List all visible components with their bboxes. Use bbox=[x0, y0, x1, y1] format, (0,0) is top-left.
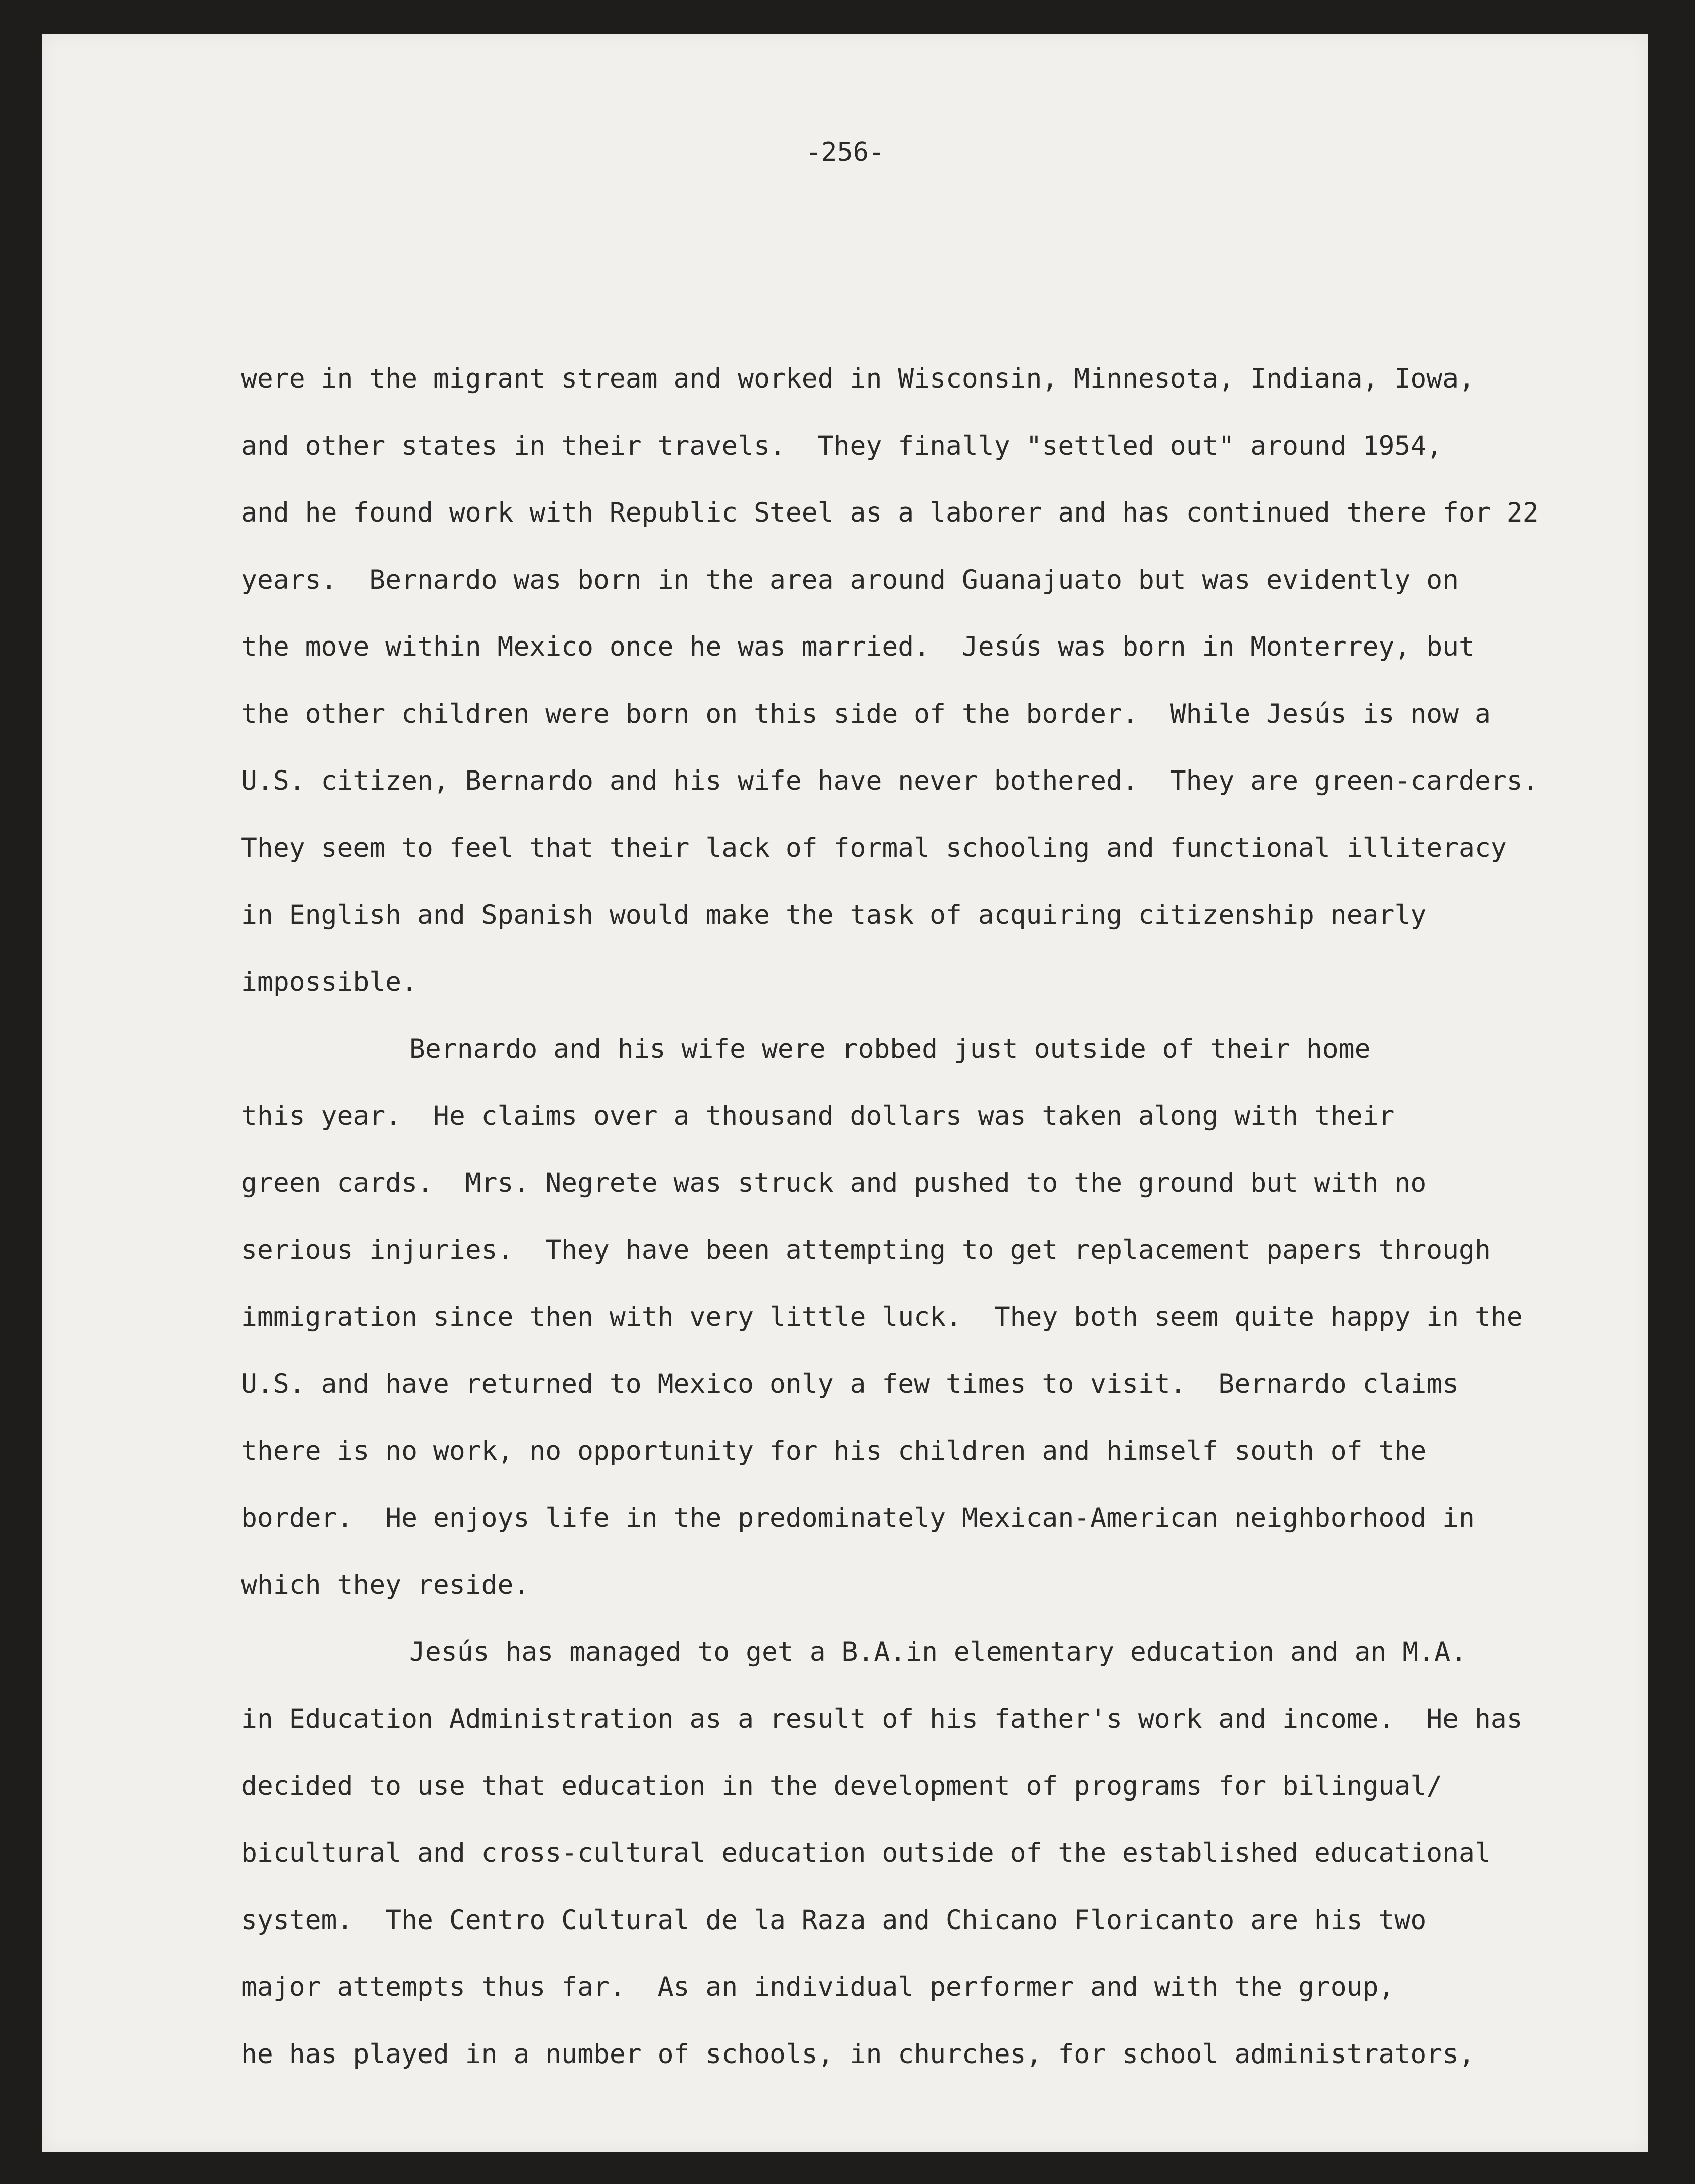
text-line: the other children were born on this side of the border. While Jesús is now a bbox=[241, 698, 1491, 729]
document-page bbox=[42, 34, 1648, 2152]
text-line: the move within Mexico once he was married. Jesús was born in Monterrey, but bbox=[241, 631, 1475, 662]
text-line: immigration since then with very little luck. They both seem quite happy in the bbox=[241, 1302, 1523, 1332]
paragraph-3 bbox=[241, 1619, 1657, 2088]
text-line: and he found work with Republic Steel as a laborer and has continued there for 22 bbox=[241, 497, 1539, 528]
text-line: this year. He claims over a thousand dollars was taken along with their bbox=[241, 1100, 1395, 1131]
text-line: They seem to feel that their lack of formal schooling and functional illiteracy bbox=[241, 832, 1507, 863]
text-line: in English and Spanish would make the task of acquiring citizenship nearly bbox=[241, 900, 1427, 930]
text-line: U.S. citizen, Bernardo and his wife have never bothered. They are green-carders. bbox=[241, 765, 1539, 796]
text-line: system. The Centro Cultural de la Raza and Chicano Floricanto are his two bbox=[241, 1904, 1427, 1936]
paragraph-1 bbox=[241, 345, 1657, 1015]
text-line: border. He enjoys life in the predominately Mexican-American neighborhood in bbox=[241, 1502, 1475, 1533]
page-number: -256- bbox=[805, 137, 885, 167]
text-line: U.S. and have returned to Mexico only a few times to visit. Bernardo claims bbox=[241, 1368, 1459, 1399]
text-line: Jesús has managed to get a B.A.in elementary education and an M.A. bbox=[409, 1636, 1467, 1667]
text-line: were in the migrant stream and worked in Wisconsin, Minnesota, Indiana, Iowa, bbox=[241, 363, 1475, 394]
text-line: which they reside. bbox=[241, 1570, 530, 1600]
text-line: Bernardo and his wife were robbed just outside of their home bbox=[409, 1034, 1371, 1064]
text-line: impossible. bbox=[241, 966, 417, 997]
text-line: and other states in their travels. They finally "settled out" around 1954, bbox=[241, 430, 1443, 461]
text-line: there is no work, no opportunity for his children and himself south of the bbox=[241, 1436, 1427, 1466]
text-line: bicultural and cross-cultural education outside of the established educational bbox=[241, 1838, 1491, 1868]
text-line: in Education Administration as a result of his father's work and income. He has bbox=[241, 1704, 1523, 1734]
text-line: major attempts thus far. As an individual performer and with the group, bbox=[241, 1972, 1395, 2002]
text-line: serious injuries. They have been attempting to get replacement papers through bbox=[241, 1234, 1491, 1265]
text-line: he has played in a number of schools, in churches, for school administrators, bbox=[241, 2038, 1475, 2070]
text-line: green cards. Mrs. Negrete was struck and pushed to the ground but with no bbox=[241, 1168, 1427, 1198]
text-line: years. Bernardo was born in the area around Guanajuato but was evidently on bbox=[241, 564, 1459, 595]
text-line: decided to use that education in the development of programs for bilingual/ bbox=[241, 1770, 1443, 1802]
text-body bbox=[241, 345, 1657, 2088]
paragraph-2 bbox=[241, 1015, 1657, 1619]
